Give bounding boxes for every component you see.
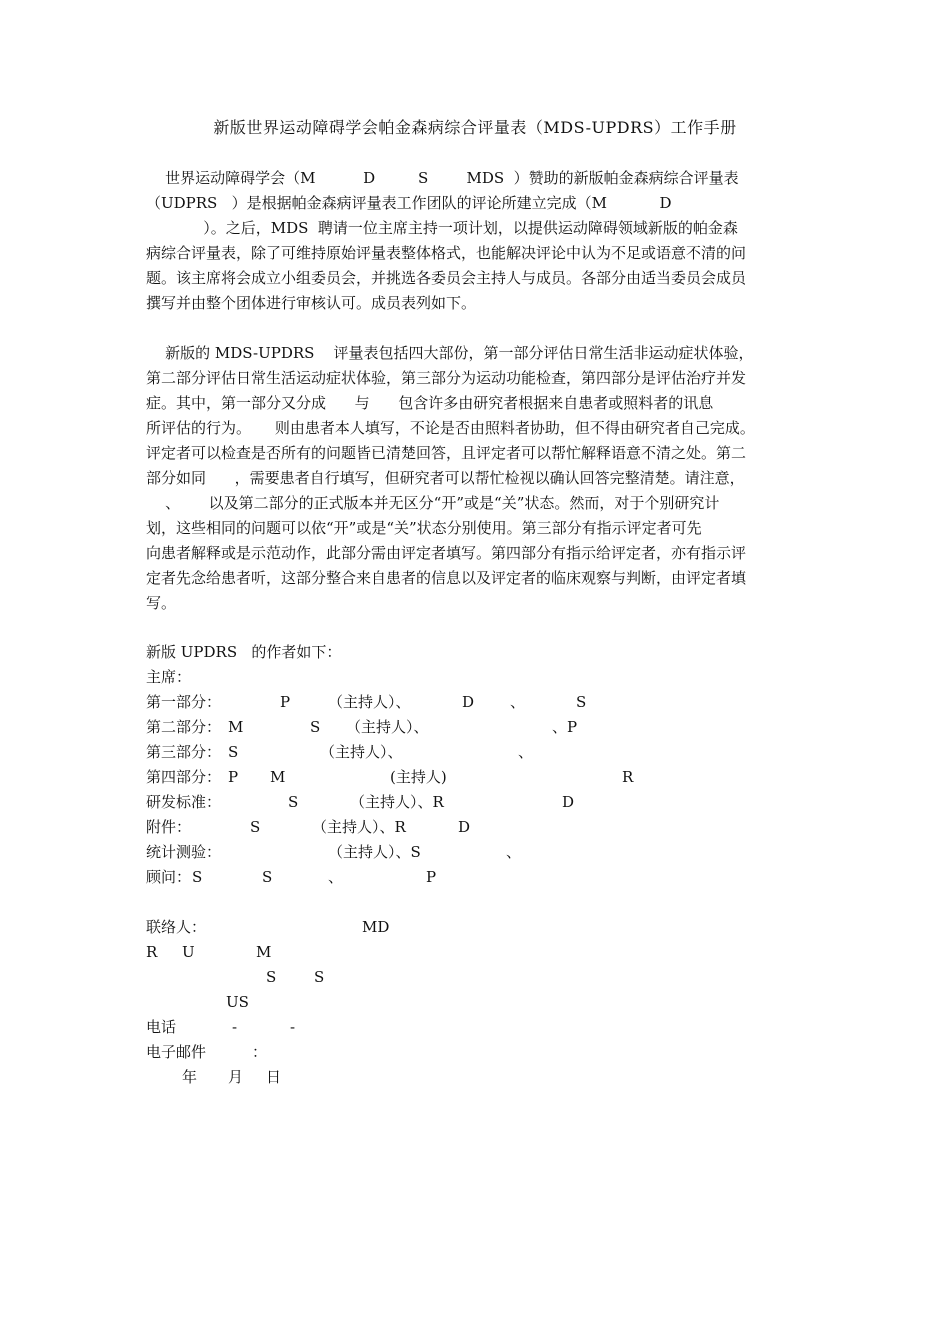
author-row	[146, 815, 808, 840]
structure-line: 部分如同 ，需要患者自行填写，但研究者可以帮忙检视以确认回答完整清楚。请注意，	[146, 469, 745, 487]
contact-fragment: 电话	[146, 1018, 177, 1036]
contact-fragment: US	[226, 993, 249, 1011]
authors-heading: 新版 UPDRS 的作者如下：	[146, 643, 342, 661]
author-row	[146, 715, 808, 740]
intro-line: ）。之后，MDS 聘请一位主席主持一项计划，以提供运动障碍领域新版的帕金森	[146, 219, 738, 237]
structure-line: 写。	[146, 594, 177, 612]
author-name-fragment: M	[228, 718, 244, 736]
author-name-fragment: M	[270, 768, 286, 786]
contact-fragment: 电子邮件	[146, 1043, 207, 1061]
contact-fragment: 年	[182, 1068, 198, 1086]
contact-section	[146, 915, 808, 1090]
contact-fragment: S	[314, 968, 325, 986]
contact-fragment: R	[146, 943, 158, 961]
author-name-fragment: D	[458, 818, 471, 836]
author-row	[146, 690, 808, 715]
author-row-label: 第二部分：	[146, 718, 222, 736]
structure-line: 所评估的行为。 则由患者本人填写，不论是否由照料者协助，但不得由研究者自己完成。	[146, 419, 755, 437]
contact-row	[146, 1040, 808, 1065]
author-name-fragment: P	[228, 768, 239, 786]
author-name-fragment: S	[228, 743, 239, 761]
structure-line: 评定者可以检查是否所有的问题皆已清楚回答，且评定者可以帮忙解释语意不清之处。第二	[146, 444, 747, 462]
structure-paragraph	[146, 341, 808, 616]
author-row	[146, 740, 808, 765]
author-row-label: 第四部分：	[146, 768, 222, 786]
author-name-fragment: S	[576, 693, 587, 711]
author-name-fragment: D	[462, 693, 475, 711]
author-name-fragment: S	[288, 793, 299, 811]
author-row-label: 统计测验：	[146, 843, 222, 861]
contact-fragment: U	[182, 943, 195, 961]
author-row-label: 第三部分：	[146, 743, 222, 761]
intro-line: 世界运动障碍学会（M D S MDS ）赞助的新版帕金森病综合评量表	[146, 169, 739, 187]
author-name-fragment: S	[262, 868, 273, 886]
author-row-label: 研发标准：	[146, 793, 222, 811]
intro-line: 病综合评量表，除了可维持原始评量表整体格式，也能解决评论中认为不足或语意不清的问	[146, 244, 747, 262]
contact-fragment: 月	[228, 1068, 244, 1086]
author-name-fragment: 、P	[552, 718, 578, 736]
structure-line: 新版的 MDS-UPDRS 评量表包括四大部份，第一部分评估日常生活非运动症状体验，	[146, 344, 754, 362]
structure-line: 向患者解释或是示范动作，此部分需由评定者填写。第四部分有指示给评定者，亦有指示评	[146, 544, 747, 562]
author-name-fragment: S	[310, 718, 321, 736]
contact-fragment: M	[256, 943, 272, 961]
author-name-fragment: 、	[328, 868, 344, 886]
author-name-fragment: P	[426, 868, 437, 886]
author-row	[146, 840, 808, 865]
author-row-label: 第一部分：	[146, 693, 222, 711]
document-title: 新版世界运动障碍学会帕金森病综合评量表（MDS-UPDRS）工作手册	[213, 118, 737, 137]
author-row	[146, 765, 808, 790]
author-row-label: 附件：	[146, 818, 192, 836]
author-name-fragment: S	[250, 818, 261, 836]
contact-fragment: 联络人：	[146, 918, 207, 936]
author-name-fragment: （主持人）、S	[328, 843, 421, 861]
intro-line: 撰写并由整个团体进行审核认可。成员表列如下。	[146, 294, 477, 312]
author-name-fragment: D	[562, 793, 575, 811]
author-name-fragment: （主持人）、R	[312, 818, 406, 836]
structure-line: 、 以及第二部分的正式版本并无区分“开”或是“关”状态。然而，对于个别研究计	[146, 494, 720, 512]
author-name-fragment: (主持人)	[390, 768, 447, 786]
author-name-fragment: P	[280, 693, 291, 711]
author-name-fragment: （主持人）、R	[350, 793, 444, 811]
author-name-fragment: 、	[510, 693, 526, 711]
contact-row	[146, 1065, 808, 1090]
contact-fragment: MD	[362, 918, 390, 936]
contact-row	[146, 1015, 808, 1040]
structure-line: 症。其中，第一部分又分成 与 包含许多由研究者根据来自患者或照料者的讯息	[146, 394, 714, 412]
authors-section	[146, 640, 808, 890]
author-row-label: 顾问：	[146, 868, 192, 886]
intro-line: （UDPRS ）是根据帕金森病评量表工作团队的评论所建立完成（M D	[146, 194, 672, 212]
author-name-fragment: 、	[518, 743, 534, 761]
author-name-fragment: R	[622, 768, 634, 786]
author-name-fragment: 、	[506, 843, 522, 861]
contact-row	[146, 940, 808, 965]
structure-line: 第二部分评估日常生活运动症状体验，第三部分为运动功能检查，第四部分是评估治疗并发	[146, 369, 747, 387]
contact-fragment: S	[266, 968, 277, 986]
structure-line: 定者先念给患者听，这部分整合来自患者的信息以及评定者的临床观察与判断，由评定者填	[146, 569, 747, 587]
author-name-fragment: （主持人）、	[346, 718, 429, 736]
contact-row	[146, 990, 808, 1015]
contact-fragment: -	[290, 1018, 296, 1036]
author-name-fragment: S	[192, 868, 203, 886]
author-row	[146, 865, 808, 890]
structure-line: 划，这些相同的问题可以依“开”或是“关”状态分别使用。第三部分有指示评定者可先	[146, 519, 702, 537]
intro-paragraph	[146, 166, 808, 316]
author-row	[146, 790, 808, 815]
contact-fragment: ：	[252, 1043, 268, 1061]
contact-fragment: -	[232, 1018, 238, 1036]
contact-row	[146, 965, 808, 990]
authors-chair: 主席：	[146, 668, 192, 686]
contact-row	[146, 915, 808, 940]
author-name-fragment: （主持人）、	[328, 693, 411, 711]
author-name-fragment: （主持人）、	[320, 743, 403, 761]
intro-line: 题。该主席将会成立小组委员会，并挑选各委员会主持人与成员。各部分由适当委员会成员	[146, 269, 747, 287]
contact-fragment: 日	[266, 1068, 282, 1086]
